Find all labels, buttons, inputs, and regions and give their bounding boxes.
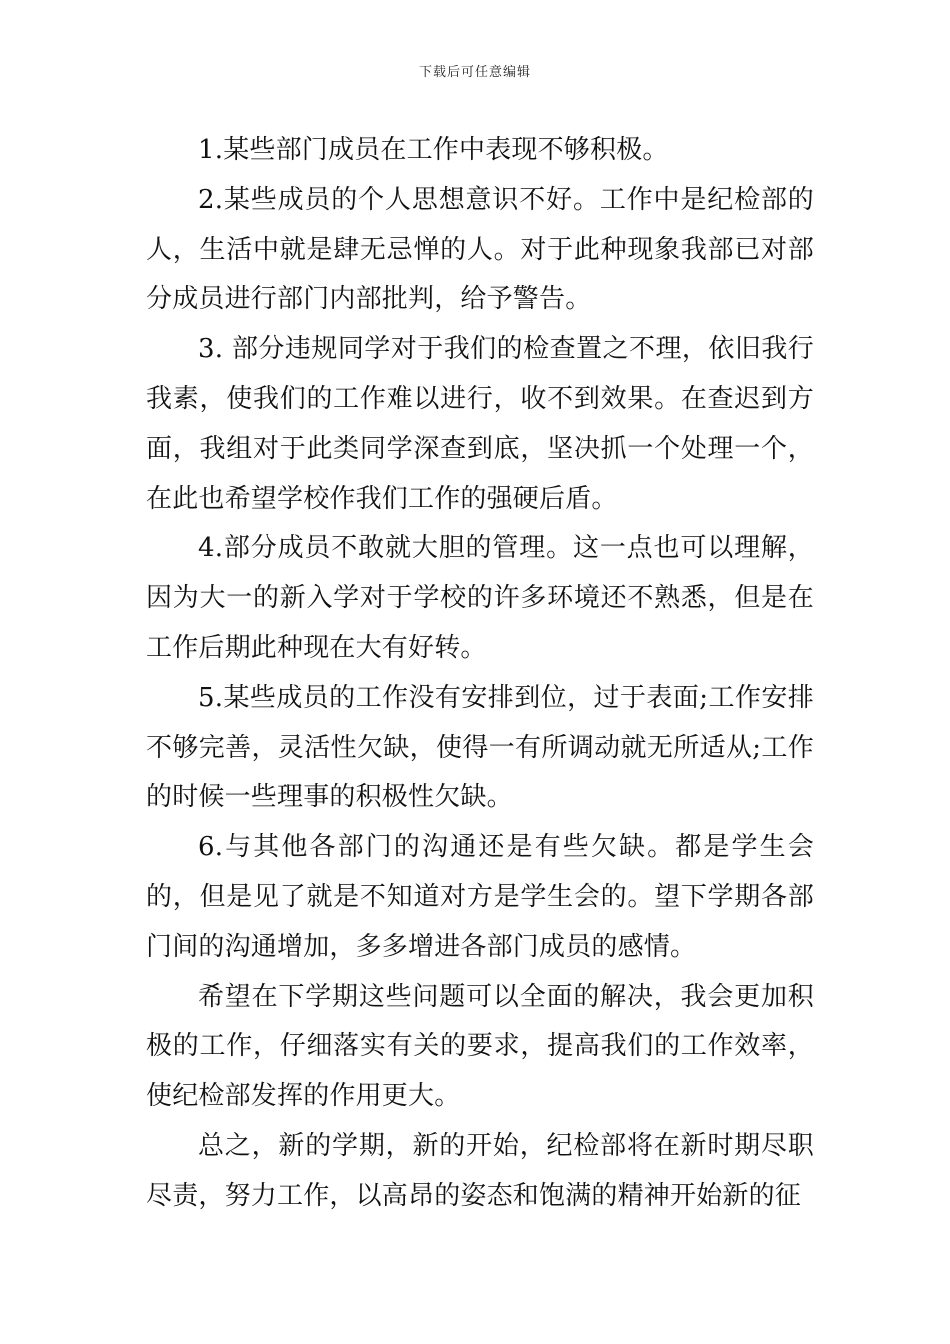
paragraph-item-2: 2.某些成员的个人思想意识不好。工作中是纪检部的人，生活中就是肆无忌惮的人。对于此种现象我部已对部分成员进行部门内部批判，给予警告。	[146, 184, 814, 315]
paragraph-hope: 希望在下学期这些问题可以全面的解决，我会更加积极的工作，仔细落实有关的要求，提高我们的工作效率，使纪检部发挥的作用更大。	[146, 981, 814, 1112]
paragraph-item-5: 5.某些成员的工作没有安排到位，过于表面;工作安排不够完善，灵活性欠缺，使得一有所调动就无所适从;工作的时候一些理事的积极性欠缺。	[146, 682, 814, 813]
paragraph-item-6: 6.与其他各部门的沟通还是有些欠缺。都是学生会的，但是见了就是不知道对方是学生会的。望下学期各部门间的沟通增加，多多增进各部门成员的感情。	[146, 832, 814, 962]
paragraph-item-3: 3. 部分违规同学对于我们的检查置之不理，依旧我行我素，使我们的工作难以进行，收不到效果。在查迟到方面，我组对于此类同学深查到底，坚决抓一个处理一个，在此也希望学校作我们工作的强硬后盾。	[146, 334, 814, 514]
paragraph-item-4: 4.部分成员不敢就大胆的管理。这一点也可以理解，因为大一的新入学对于学校的许多环境还不熟悉，但是在工作后期此种现在大有好转。	[146, 533, 814, 663]
paragraph-item-1: 1.某些部门成员在工作中表现不够积极。	[198, 135, 669, 165]
page-header: 下载后可任意编辑	[418, 65, 531, 80]
document-body	[146, 126, 814, 1222]
paragraph-conclusion: 总之，新的学期，新的开始，纪检部将在新时期尽职尽责，努力工作，以高昂的姿态和饱满的精神开始新的征	[146, 1130, 814, 1211]
